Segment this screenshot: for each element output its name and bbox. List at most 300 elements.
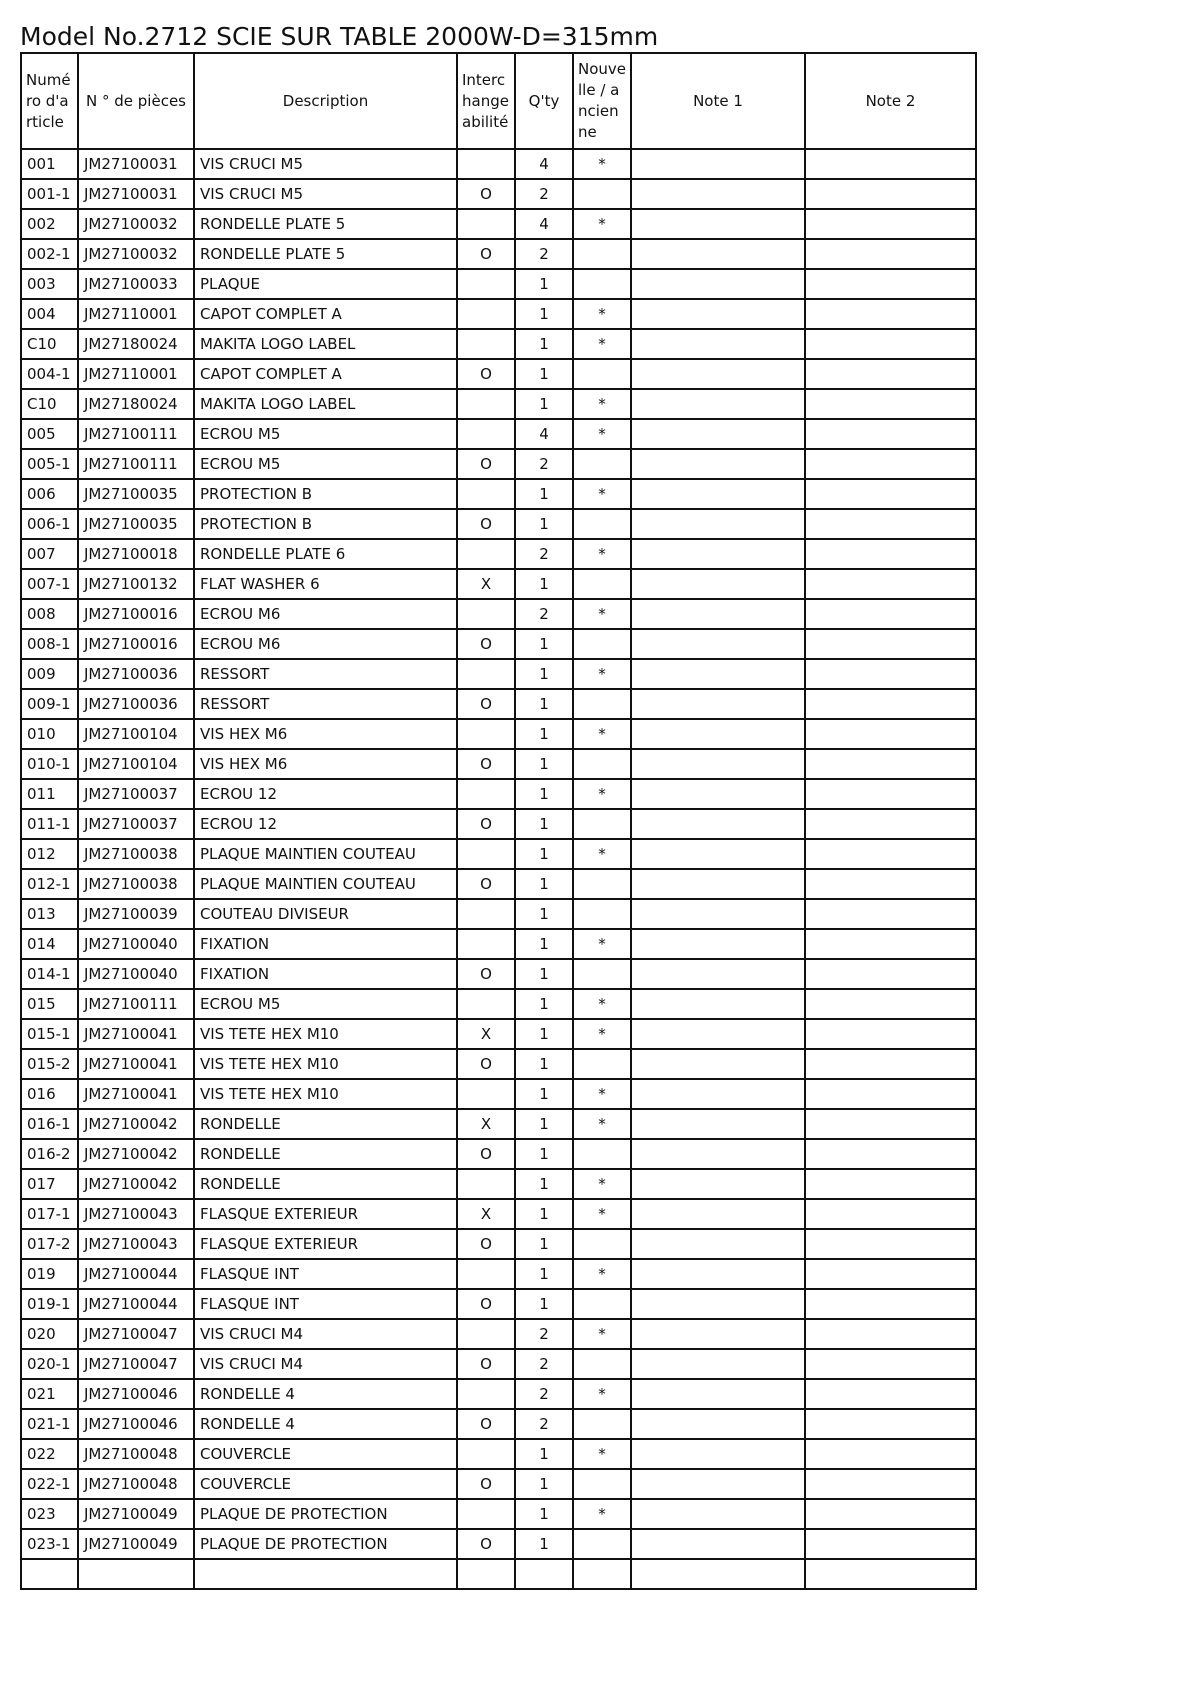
note-1-cell (631, 1139, 805, 1169)
note-2-cell (805, 1109, 976, 1139)
part-number-cell: JM27100047 (78, 1349, 194, 1379)
item-number-cell: 007-1 (21, 569, 78, 599)
new-old-cell (573, 509, 631, 539)
note-2-cell (805, 539, 976, 569)
item-number-cell: 015-2 (21, 1049, 78, 1079)
part-number-cell: JM27100016 (78, 599, 194, 629)
note-2-cell (805, 1259, 976, 1289)
column-header-interchangeability: Interchangeabilité (457, 53, 515, 149)
new-old-cell: * (573, 1439, 631, 1469)
column-header-part-number: N ° de pièces (78, 53, 194, 149)
item-number-cell: 015-1 (21, 1019, 78, 1049)
quantity-cell: 1 (515, 1049, 573, 1079)
quantity-cell: 1 (515, 1499, 573, 1529)
note-2-cell (805, 749, 976, 779)
interchangeability-cell (457, 389, 515, 419)
quantity-cell: 1 (515, 1199, 573, 1229)
note-1-cell (631, 929, 805, 959)
note-2-cell (805, 1439, 976, 1469)
note-2-cell (805, 1379, 976, 1409)
description-cell: FIXATION (194, 929, 457, 959)
table-row (21, 1049, 976, 1079)
part-number-cell: JM27100049 (78, 1499, 194, 1529)
empty-cell (515, 1559, 573, 1589)
part-number-cell: JM27100018 (78, 539, 194, 569)
new-old-cell: * (573, 659, 631, 689)
table-row (21, 959, 976, 989)
new-old-cell: * (573, 599, 631, 629)
description-cell: PLAQUE DE PROTECTION (194, 1529, 457, 1559)
interchangeability-cell: O (457, 1409, 515, 1439)
note-1-cell (631, 1499, 805, 1529)
item-number-cell: 021 (21, 1379, 78, 1409)
quantity-cell: 1 (515, 1529, 573, 1559)
note-1-cell (631, 569, 805, 599)
part-number-cell: JM27100032 (78, 209, 194, 239)
part-number-cell: JM27100049 (78, 1529, 194, 1559)
description-cell: VIS TETE HEX M10 (194, 1019, 457, 1049)
note-1-cell (631, 779, 805, 809)
item-number-cell: 005 (21, 419, 78, 449)
interchangeability-cell (457, 1319, 515, 1349)
item-number-cell: 004 (21, 299, 78, 329)
note-2-cell (805, 479, 976, 509)
new-old-cell (573, 239, 631, 269)
note-1-cell (631, 149, 805, 179)
item-number-cell: 014-1 (21, 959, 78, 989)
table-row (21, 1379, 976, 1409)
note-1-cell (631, 419, 805, 449)
table-row (21, 1229, 976, 1259)
interchangeability-cell (457, 899, 515, 929)
part-number-cell: JM27110001 (78, 299, 194, 329)
part-number-cell: JM27100044 (78, 1259, 194, 1289)
description-cell: CAPOT COMPLET A (194, 359, 457, 389)
description-cell: FIXATION (194, 959, 457, 989)
part-number-cell: JM27100036 (78, 689, 194, 719)
note-2-cell (805, 809, 976, 839)
item-number-cell: 009-1 (21, 689, 78, 719)
table-row-partial (21, 1559, 976, 1589)
quantity-cell: 1 (515, 569, 573, 599)
item-number-cell: 019-1 (21, 1289, 78, 1319)
quantity-cell: 1 (515, 629, 573, 659)
new-old-cell (573, 569, 631, 599)
interchangeability-cell (457, 479, 515, 509)
note-2-cell (805, 779, 976, 809)
note-1-cell (631, 1259, 805, 1289)
description-cell: VIS CRUCI M5 (194, 149, 457, 179)
table-row (21, 419, 976, 449)
quantity-cell: 1 (515, 869, 573, 899)
note-2-cell (805, 449, 976, 479)
note-2-cell (805, 599, 976, 629)
description-cell: FLAT WASHER 6 (194, 569, 457, 599)
part-number-cell: JM27100111 (78, 419, 194, 449)
interchangeability-cell: O (457, 689, 515, 719)
part-number-cell: JM27100042 (78, 1109, 194, 1139)
table-row (21, 1319, 976, 1349)
table-row (21, 1019, 976, 1049)
part-number-cell: JM27100036 (78, 659, 194, 689)
interchangeability-cell (457, 1079, 515, 1109)
note-2-cell (805, 1289, 976, 1319)
note-1-cell (631, 389, 805, 419)
description-cell: RONDELLE (194, 1139, 457, 1169)
new-old-cell: * (573, 419, 631, 449)
new-old-cell: * (573, 149, 631, 179)
new-old-cell (573, 449, 631, 479)
description-cell: VIS HEX M6 (194, 719, 457, 749)
note-1-cell (631, 209, 805, 239)
part-number-cell: JM27100039 (78, 899, 194, 929)
interchangeability-cell: O (457, 1229, 515, 1259)
table-row (21, 299, 976, 329)
interchangeability-cell: O (457, 869, 515, 899)
new-old-cell (573, 1229, 631, 1259)
quantity-cell: 2 (515, 1379, 573, 1409)
note-2-cell (805, 239, 976, 269)
description-cell: RONDELLE (194, 1109, 457, 1139)
quantity-cell: 1 (515, 1019, 573, 1049)
table-row (21, 1169, 976, 1199)
table-row (21, 719, 976, 749)
new-old-cell: * (573, 719, 631, 749)
new-old-cell (573, 1289, 631, 1319)
table-row (21, 569, 976, 599)
part-number-cell: JM27100037 (78, 809, 194, 839)
note-1-cell (631, 749, 805, 779)
new-old-cell: * (573, 1109, 631, 1139)
quantity-cell: 4 (515, 149, 573, 179)
description-cell: ECROU M5 (194, 419, 457, 449)
empty-cell (78, 1559, 194, 1589)
item-number-cell: 016 (21, 1079, 78, 1109)
part-number-cell: JM27100037 (78, 779, 194, 809)
new-old-cell (573, 1529, 631, 1559)
item-number-cell: 009 (21, 659, 78, 689)
note-1-cell (631, 239, 805, 269)
quantity-cell: 1 (515, 749, 573, 779)
note-2-cell (805, 389, 976, 419)
table-row (21, 1439, 976, 1469)
quantity-cell: 1 (515, 959, 573, 989)
interchangeability-cell: O (457, 1349, 515, 1379)
item-number-cell: 005-1 (21, 449, 78, 479)
note-2-cell (805, 419, 976, 449)
quantity-cell: 2 (515, 1409, 573, 1439)
empty-cell (805, 1559, 976, 1589)
interchangeability-cell: X (457, 569, 515, 599)
note-1-cell (631, 1169, 805, 1199)
part-number-cell: JM27100033 (78, 269, 194, 299)
item-number-cell: 008 (21, 599, 78, 629)
interchangeability-cell (457, 149, 515, 179)
new-old-cell (573, 959, 631, 989)
note-2-cell (805, 299, 976, 329)
description-cell: VIS CRUCI M4 (194, 1319, 457, 1349)
table-row (21, 779, 976, 809)
table-row (21, 449, 976, 479)
quantity-cell: 2 (515, 599, 573, 629)
new-old-cell: * (573, 479, 631, 509)
description-cell: VIS CRUCI M5 (194, 179, 457, 209)
item-number-cell: 011-1 (21, 809, 78, 839)
new-old-cell (573, 1049, 631, 1079)
quantity-cell: 1 (515, 329, 573, 359)
note-1-cell (631, 1409, 805, 1439)
note-2-cell (805, 1409, 976, 1439)
new-old-cell (573, 1349, 631, 1379)
description-cell: RONDELLE PLATE 5 (194, 239, 457, 269)
item-number-cell: C10 (21, 389, 78, 419)
item-number-cell: 022-1 (21, 1469, 78, 1499)
note-1-cell (631, 179, 805, 209)
table-row (21, 389, 976, 419)
note-2-cell (805, 1019, 976, 1049)
table-row (21, 239, 976, 269)
table-row (21, 1349, 976, 1379)
note-2-cell (805, 1169, 976, 1199)
description-cell: COUVERCLE (194, 1469, 457, 1499)
note-1-cell (631, 299, 805, 329)
description-cell: PLAQUE DE PROTECTION (194, 1499, 457, 1529)
note-1-cell (631, 959, 805, 989)
empty-cell (194, 1559, 457, 1589)
new-old-cell: * (573, 209, 631, 239)
new-old-cell: * (573, 1199, 631, 1229)
note-1-cell (631, 1379, 805, 1409)
quantity-cell: 1 (515, 479, 573, 509)
interchangeability-cell (457, 989, 515, 1019)
description-cell: MAKITA LOGO LABEL (194, 389, 457, 419)
table-row (21, 1139, 976, 1169)
interchangeability-cell (457, 269, 515, 299)
item-number-cell: 021-1 (21, 1409, 78, 1439)
interchangeability-cell: O (457, 1139, 515, 1169)
note-2-cell (805, 929, 976, 959)
item-number-cell: 012 (21, 839, 78, 869)
note-1-cell (631, 1079, 805, 1109)
quantity-cell: 1 (515, 1139, 573, 1169)
new-old-cell: * (573, 1019, 631, 1049)
new-old-cell (573, 1139, 631, 1169)
empty-cell (631, 1559, 805, 1589)
note-2-cell (805, 629, 976, 659)
description-cell: FLASQUE INT (194, 1289, 457, 1319)
description-cell: ECROU 12 (194, 779, 457, 809)
note-1-cell (631, 869, 805, 899)
table-row (21, 1199, 976, 1229)
table-row (21, 539, 976, 569)
table-row (21, 479, 976, 509)
part-number-cell: JM27100041 (78, 1049, 194, 1079)
note-1-cell (631, 479, 805, 509)
part-number-cell: JM27100111 (78, 449, 194, 479)
quantity-cell: 1 (515, 989, 573, 1019)
table-row (21, 749, 976, 779)
description-cell: VIS TETE HEX M10 (194, 1079, 457, 1109)
note-1-cell (631, 1019, 805, 1049)
note-2-cell (805, 719, 976, 749)
item-number-cell: 008-1 (21, 629, 78, 659)
note-2-cell (805, 209, 976, 239)
quantity-cell: 1 (515, 509, 573, 539)
item-number-cell: 023 (21, 1499, 78, 1529)
note-2-cell (805, 899, 976, 929)
table-row (21, 1409, 976, 1439)
description-cell: ECROU 12 (194, 809, 457, 839)
note-1-cell (631, 899, 805, 929)
interchangeability-cell (457, 299, 515, 329)
part-number-cell: JM27100046 (78, 1409, 194, 1439)
note-2-cell (805, 1199, 976, 1229)
note-1-cell (631, 1049, 805, 1079)
note-1-cell (631, 1469, 805, 1499)
quantity-cell: 4 (515, 419, 573, 449)
item-number-cell: 004-1 (21, 359, 78, 389)
new-old-cell (573, 689, 631, 719)
note-2-cell (805, 659, 976, 689)
new-old-cell: * (573, 299, 631, 329)
quantity-cell: 2 (515, 1349, 573, 1379)
description-cell: FLASQUE INT (194, 1259, 457, 1289)
interchangeability-cell (457, 779, 515, 809)
part-number-cell: JM27100038 (78, 869, 194, 899)
new-old-cell (573, 359, 631, 389)
description-cell: VIS TETE HEX M10 (194, 1049, 457, 1079)
quantity-cell: 1 (515, 689, 573, 719)
new-old-cell (573, 1409, 631, 1439)
item-number-cell: 002 (21, 209, 78, 239)
quantity-cell: 1 (515, 809, 573, 839)
note-1-cell (631, 539, 805, 569)
note-2-cell (805, 179, 976, 209)
note-2-cell (805, 149, 976, 179)
description-cell: RONDELLE PLATE 6 (194, 539, 457, 569)
interchangeability-cell: O (457, 1469, 515, 1499)
table-row (21, 1259, 976, 1289)
new-old-cell: * (573, 539, 631, 569)
interchangeability-cell: X (457, 1199, 515, 1229)
table-row (21, 869, 976, 899)
note-2-cell (805, 839, 976, 869)
part-number-cell: JM27100040 (78, 959, 194, 989)
quantity-cell: 1 (515, 1079, 573, 1109)
quantity-cell: 1 (515, 899, 573, 929)
item-number-cell: 014 (21, 929, 78, 959)
part-number-cell: JM27100048 (78, 1439, 194, 1469)
new-old-cell (573, 899, 631, 929)
interchangeability-cell (457, 419, 515, 449)
table-row (21, 659, 976, 689)
table-row (21, 629, 976, 659)
description-cell: PROTECTION B (194, 509, 457, 539)
item-number-cell: 022 (21, 1439, 78, 1469)
interchangeability-cell (457, 839, 515, 869)
note-1-cell (631, 1439, 805, 1469)
part-number-cell: JM27100016 (78, 629, 194, 659)
note-2-cell (805, 1319, 976, 1349)
description-cell: ECROU M6 (194, 629, 457, 659)
interchangeability-cell (457, 209, 515, 239)
quantity-cell: 1 (515, 1229, 573, 1259)
item-number-cell: 001-1 (21, 179, 78, 209)
parts-table (20, 52, 977, 1590)
table-row (21, 899, 976, 929)
note-2-cell (805, 1349, 976, 1379)
part-number-cell: JM27110001 (78, 359, 194, 389)
parts-table-body (21, 149, 976, 1589)
quantity-cell: 1 (515, 1469, 573, 1499)
new-old-cell (573, 269, 631, 299)
note-2-cell (805, 329, 976, 359)
new-old-cell (573, 749, 631, 779)
new-old-cell (573, 179, 631, 209)
description-cell: RESSORT (194, 689, 457, 719)
note-2-cell (805, 1139, 976, 1169)
part-number-cell: JM27100042 (78, 1169, 194, 1199)
description-cell: VIS HEX M6 (194, 749, 457, 779)
new-old-cell (573, 869, 631, 899)
new-old-cell: * (573, 779, 631, 809)
description-cell: MAKITA LOGO LABEL (194, 329, 457, 359)
item-number-cell: 006-1 (21, 509, 78, 539)
table-row (21, 1529, 976, 1559)
item-number-cell: 003 (21, 269, 78, 299)
column-header-note-2: Note 2 (805, 53, 976, 149)
new-old-cell: * (573, 1379, 631, 1409)
note-1-cell (631, 269, 805, 299)
new-old-cell (573, 809, 631, 839)
quantity-cell: 1 (515, 659, 573, 689)
quantity-cell: 2 (515, 239, 573, 269)
note-1-cell (631, 689, 805, 719)
quantity-cell: 1 (515, 929, 573, 959)
description-cell: FLASQUE EXTERIEUR (194, 1199, 457, 1229)
empty-cell (457, 1559, 515, 1589)
new-old-cell: * (573, 1169, 631, 1199)
header-row (21, 53, 976, 149)
part-number-cell: JM27180024 (78, 329, 194, 359)
item-number-cell: 007 (21, 539, 78, 569)
note-1-cell (631, 599, 805, 629)
part-number-cell: JM27100035 (78, 479, 194, 509)
quantity-cell: 1 (515, 1259, 573, 1289)
item-number-cell: 020 (21, 1319, 78, 1349)
item-number-cell: 010 (21, 719, 78, 749)
page-title: Model No.2712 SCIE SUR TABLE 2000W-D=315mm (20, 22, 659, 51)
new-old-cell: * (573, 989, 631, 1019)
item-number-cell: 017-1 (21, 1199, 78, 1229)
interchangeability-cell: O (457, 179, 515, 209)
quantity-cell: 1 (515, 1169, 573, 1199)
part-number-cell: JM27180024 (78, 389, 194, 419)
table-row (21, 809, 976, 839)
new-old-cell: * (573, 329, 631, 359)
part-number-cell: JM27100031 (78, 179, 194, 209)
interchangeability-cell: O (457, 1289, 515, 1319)
part-number-cell: JM27100043 (78, 1229, 194, 1259)
quantity-cell: 1 (515, 1439, 573, 1469)
note-2-cell (805, 359, 976, 389)
interchangeability-cell (457, 329, 515, 359)
table-row (21, 599, 976, 629)
table-row (21, 1289, 976, 1319)
part-number-cell: JM27100032 (78, 239, 194, 269)
item-number-cell: 010-1 (21, 749, 78, 779)
quantity-cell: 1 (515, 389, 573, 419)
